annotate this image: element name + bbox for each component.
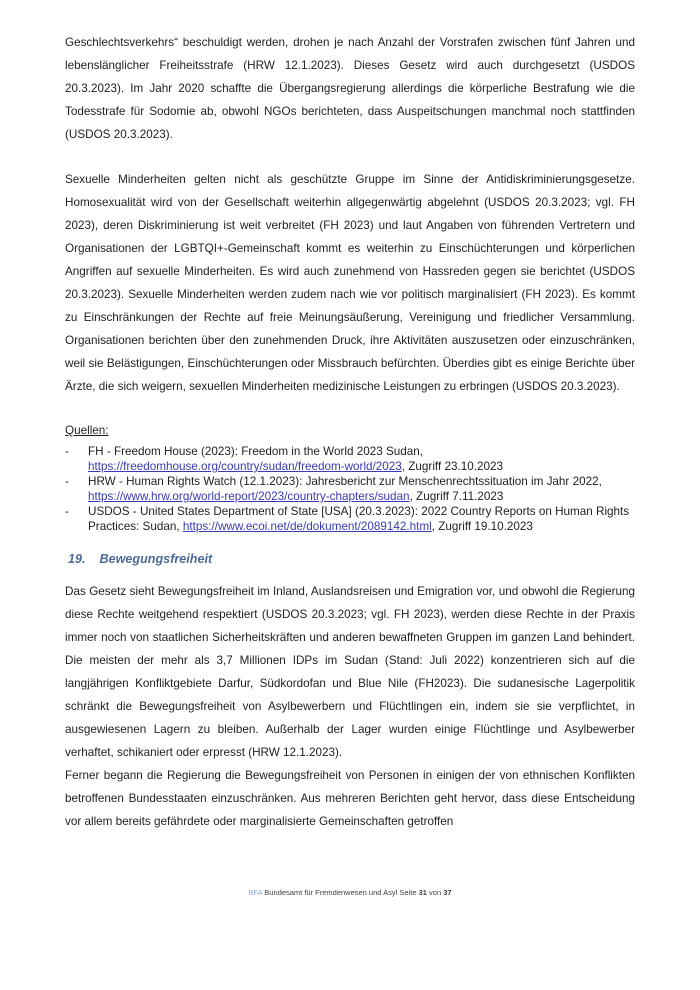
body-paragraph-movement-restrictions: Ferner begann die Regierung die Bewegungsfreiheit von Personen in einigen der von ethnischen Konflikten betroffenen Bundesstaaten einzuschränken. Aus mehreren Berichten geht hervor, dass diese Entscheidung vor allem bereits gefährdete oder marginalisierte Gemeinschaften getroffen — [65, 769, 635, 828]
source-access-date: , Zugriff 23.10.2023 — [401, 460, 503, 473]
source-item-hrw — [65, 474, 635, 504]
sources-section — [65, 423, 635, 534]
footer-page-total: 37 — [443, 888, 452, 897]
body-paragraph-sexual-minorities: Sexuelle Minderheiten gelten nicht als geschützte Gruppe im Sinne der Antidiskriminierungsgesetze. Homosexualität wird von der Gesellschaft weiterhin allgegenwärtig abgelehnt (USDOS 20.3.2023; vgl. FH 2023), deren Diskriminierung ist weit verbreitet (FH 2023) und laut Angaben von führenden Vertretern und Organisationen der LGBTQI+-Gemeinschaft kommt es weiterhin zu Einschüchterungen und körperlichen Angriffen auf sexuelle Minderheiten. Es wird auch zunehmend von Hassreden gegen sie berichtet (USDOS 20.3.2023). Sexuelle Minderheiten werden zudem nach wie vor politisch marginalisiert (FH 2023). Es kommt zu Einschränkungen der Rechte auf freie Meinungsäußerung, Vereinigung und friedlicher Versammlung. Organisationen berichten über den zunehmenden Druck, ihre Aktivitäten auszusetzen oder einzuschränken, weil sie Belästigungen, Einschüchterungen oder Missbrauch befürchten. Überdies gibt es einige Berichte über Ärzte, die sich weigern, sexuellen Minderheiten medizinische Leistungen zu erbringen (USDOS 20.3.2023). — [65, 173, 635, 393]
source-bullet-dash: - — [65, 445, 69, 458]
source-link-ecoi[interactable]: https://www.ecoi.net/de/dokument/2089142.html — [182, 520, 432, 533]
body-paragraph-punishment: Geschlechtsverkehrs“ beschuldigt werden, drohen je nach Anzahl der Vorstrafen zwischen fünf Jahren und lebenslänglicher Freiheitsstrafe (HRW 12.1.2023). Dieses Gesetz wird auch durchgesetzt (USDOS 20.3.2023). Im Jahr 2020 schaffte die Übergangsregierung allerdings die körperliche Bestrafung wie die Todesstrafe für Sodomie ab, obwohl NGOs berichteten, dass Auspeitschungen manchmal noch stattfinden (USDOS 20.3.2023). — [65, 36, 635, 141]
body-paragraph-movement-law: Das Gesetz sieht Bewegungsfreiheit im Inland, Auslandsreisen und Emigration vor, und obwohl die Regierung diese Rechte weitgehend respektiert (USDOS 20.3.2023; vgl. FH 2023), werden diese Rechte in der Praxis immer noch von staatlichen Sicherheitskräften und anderen bewaffneten Gruppen im ganzen Land behindert. Die meisten der mehr als 3,7 Millionen IDPs im Sudan (Stand: Juli 2022) konzentrieren sich auf die langjährigen Konfliktgebiete Darfur, Südkordofan und Blue Nile (FH2023). Die sudanesische Lagerpolitik schränkt die Bewegungsfreiheit von Asylbewerbern und Flüchtlingen ein, indem sie sie verpflichtet, in ausgewiesenen Lagern zu bleiben. Außerhalb der Lager wurden einige Flüchtlinge und Asylbewerber verhaftet, schikaniert oder erpresst (HRW 12.1.2023). — [65, 585, 635, 759]
source-access-date: , Zugriff 19.10.2023 — [431, 520, 533, 533]
source-citation-text: USDOS - United States Department of State [USA] (20.3.2023): 2022 Country Reports on Human Rights Practices: Sudan, — [88, 505, 630, 533]
source-link-hrw[interactable]: https://www.hrw.org/world-report/2023/country-chapters/sudan — [88, 490, 410, 503]
bfa-logo: BFA — [248, 888, 263, 897]
footer-of-label: von — [429, 888, 442, 897]
sources-heading: Quellen: — [65, 424, 109, 437]
footer-org-text: Bundesamt für Fremdenwesen und Asyl — [264, 888, 398, 897]
source-bullet-dash: - — [65, 505, 69, 518]
section-heading-bewegungsfreiheit — [68, 551, 635, 567]
source-bullet-dash: - — [65, 475, 69, 488]
source-item-fh — [65, 444, 635, 474]
footer-page-number: 31 — [418, 888, 427, 897]
section-title: Bewegungsfreiheit — [99, 552, 213, 566]
section-number: 19. — [68, 552, 86, 566]
sources-list — [65, 444, 635, 534]
source-citation-text: FH - Freedom House (2023): Freedom in the World 2023 Sudan, — [88, 445, 423, 458]
footer-page-label: Seite — [399, 888, 417, 897]
source-access-date: , Zugriff 7.11.2023 — [409, 490, 504, 503]
source-citation-text: HRW - Human Rights Watch (12.1.2023): Jahresbericht zur Menschenrechtssituation im Jahr 2022, — [88, 475, 602, 488]
source-item-usdos — [65, 504, 635, 534]
source-link-freedomhouse[interactable]: https://freedomhouse.org/country/sudan/freedom-world/2023 — [88, 460, 402, 473]
page-footer — [0, 888, 700, 898]
